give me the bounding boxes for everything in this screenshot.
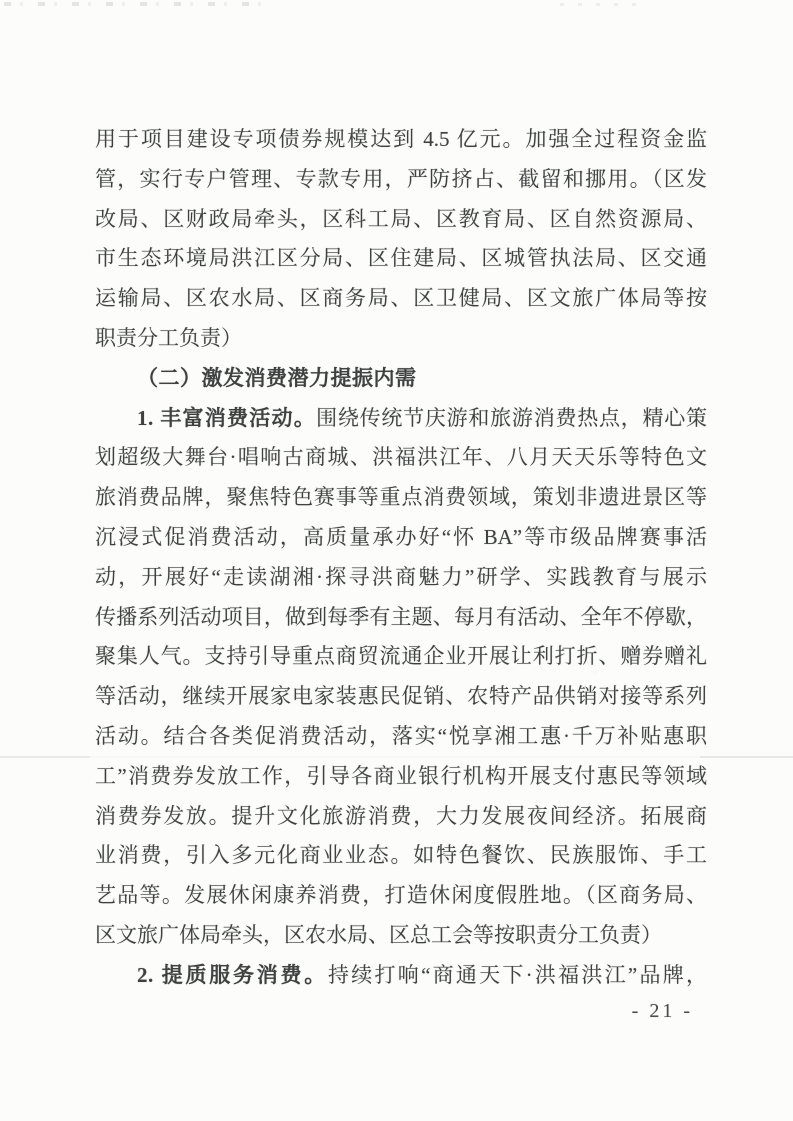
text-segment: 划超级大舞台·唱响古商城、洪福洪江年、八月天天乐等特色文 [95,445,707,470]
text-segment: 传播系列活动项目，做到每季有主题、每月有活动、全年不停歇， [95,604,707,629]
text-line [95,279,707,319]
text-segment: 管，实行专户管理、专款专用，严防挤占、截留和挪用。（区发 [95,166,707,191]
text-segment: 运输局、区农水局、区商务局、区卫健局、区文旅广体局等按 [95,286,707,311]
text-line [95,558,707,598]
text-line [95,518,707,558]
text-line [95,319,707,359]
text-segment: 工”消费券发放工作，引导各商业银行机构开展支付惠民等领域 [95,763,707,788]
text-segment-bold: （二）激发消费潜力提振内需 [137,365,417,390]
text-line [95,200,707,240]
text-segment: 旅消费品牌，聚焦特色赛事等重点消费领域，策划非遗进景区等 [95,485,707,510]
text-segment: 等活动，继续开展家电家装惠民促销、农特产品供销对接等系列 [95,684,707,709]
text-line [95,598,707,638]
text-segment: 活动。结合各类促消费活动，落实“悦享湘工惠·千万补贴惠职 [95,723,707,748]
text-segment: 艺品等。发展休闲康养消费，打造休闲度假胜地。（区商务局、 [95,883,707,908]
text-segment: 消费券发放。提升文化旅游消费，大力发展夜间经济。拓展商 [95,803,707,828]
text-segment: 动，开展好“走读湖湘·探寻洪商魅力”研学、实践教育与展示 [95,564,707,589]
text-segment: 市生态环境局洪江区分局、区住建局、区城管执法局、区交通 [95,246,707,271]
text-line [95,677,707,717]
page-number: - 21 - [631,1000,693,1022]
text-line [95,160,707,200]
text-line [95,956,707,996]
text-line [95,836,707,876]
text-segment-bold: 1. 丰富消费活动。 [137,405,317,430]
text-segment: 改局、区财政局牵头，区科工局、区教育局、区自然资源局、 [95,206,707,231]
scan-noise-artifact [4,2,274,6]
text-line [95,757,707,797]
text-segment: 围绕传统节庆游和旅游消费热点，精心策 [316,405,707,430]
text-segment-bold: 2. 提质服务消费。 [137,962,329,987]
text-line [95,797,707,837]
text-line [95,239,707,279]
text-line [95,717,707,757]
text-line [95,478,707,518]
text-segment: 持续打响“商通天下·洪福洪江”品牌， [328,962,707,987]
text-line [95,399,707,439]
text-segment: 聚集人气。支持引导重点商贸流通企业开展让利打折、赠券赠礼 [95,644,707,669]
text-segment: 沉浸式促消费活动，高质量承办好“怀 BA”等市级品牌赛事活 [95,524,707,549]
text-segment: 用于项目建设专项债券规模达到 4.5 亿元。加强全过程资金监 [95,127,707,151]
text-line [95,438,707,478]
scan-noise-artifact [560,3,650,6]
text-line [95,120,707,160]
text-line [95,916,707,956]
text-line [95,637,707,677]
text-segment: 区文旅广体局牵头，区农水局、区总工会等按职责分工负责） [95,922,662,947]
text-line [95,359,707,399]
document-body [95,120,707,996]
text-segment: 职责分工负责） [95,325,242,350]
text-line [95,876,707,916]
text-segment: 业消费，引入多元化商业业态。如特色餐饮、民族服饰、手工 [95,843,707,868]
